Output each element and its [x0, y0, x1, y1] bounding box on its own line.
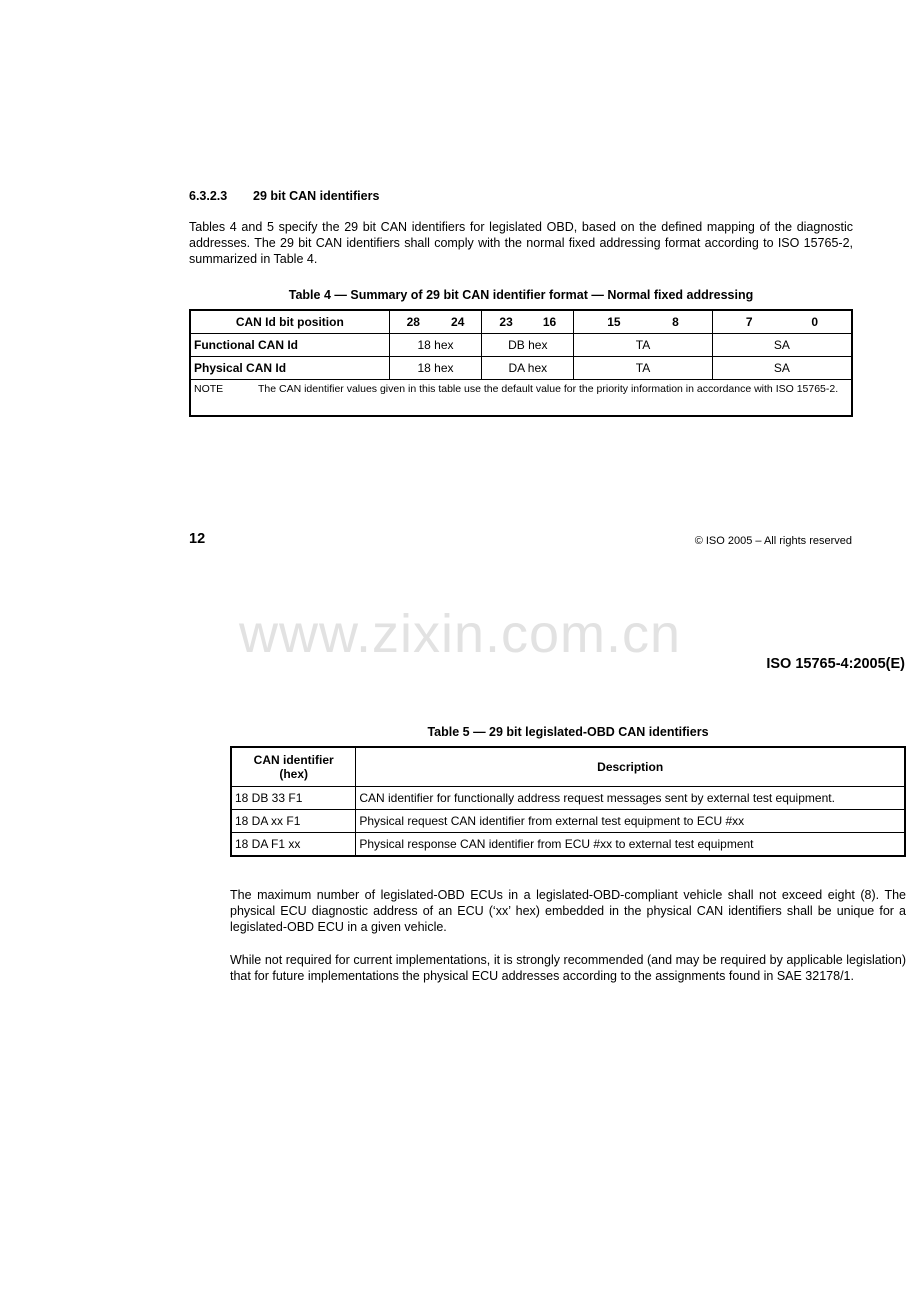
note-text: The CAN identifier values given in this table use the default value for the priority information in accordance with ISO 15765-2. [258, 383, 839, 395]
table4-bit-range [574, 310, 713, 334]
cell: DB hex [482, 334, 574, 357]
table4-header-row [190, 310, 852, 334]
cell: DA hex [482, 357, 574, 380]
watermark: www.zixin.com.cn [238, 604, 682, 664]
note-label: NOTE [194, 383, 224, 395]
cell: 18 hex [389, 357, 482, 380]
cell: TA [574, 357, 713, 380]
document-title: ISO 15765-4:2005(E) [766, 656, 905, 672]
table4 [189, 309, 853, 417]
can-id-cell: 18 DB 33 F1 [231, 787, 356, 810]
section-heading [189, 189, 379, 203]
description-cell: Physical request CAN identifier from external test equipment to ECU #xx [356, 810, 905, 833]
table4-bit-range [712, 310, 852, 334]
section-title: 29 bit CAN identifiers [253, 189, 380, 203]
cell: 18 hex [389, 334, 482, 357]
table4-header-label: CAN Id bit position [190, 310, 389, 334]
table5-col-id-header: CAN identifier (hex) [231, 747, 356, 787]
paragraph-recommendation: While not required for current implementations, it is strongly recommended (and may be required by applicable legislation) that for future implementations the physical ECU addresses according to the assignments found in SAE 32178/1. [230, 953, 906, 983]
table-row [231, 810, 905, 833]
can-id-cell: 18 DA xx F1 [231, 810, 356, 833]
table5-header-row [231, 747, 905, 787]
bit-end: 0 [811, 315, 818, 329]
table-row [231, 787, 905, 810]
table5 [230, 746, 906, 857]
bit-start: 23 [499, 315, 513, 329]
table4-bit-range [482, 310, 574, 334]
table-row [231, 833, 905, 857]
bit-end: 16 [542, 315, 557, 329]
section-number: 6.3.2.3 [189, 189, 228, 203]
table5-caption: Table 5 — 29 bit legislated-OBD CAN identifiers [427, 725, 709, 739]
bit-end: 24 [451, 315, 465, 329]
description-cell: CAN identifier for functionally address request messages sent by external test equipment. [356, 787, 905, 810]
cell: SA [712, 357, 852, 380]
table4-row [190, 334, 852, 357]
page-number: 12 [189, 531, 206, 547]
table4-note-row [190, 380, 852, 417]
bit-start: 28 [406, 315, 420, 329]
bit-end: 8 [672, 315, 679, 329]
bit-start: 15 [607, 315, 621, 329]
table4-bit-range [389, 310, 482, 334]
table4-row [190, 357, 852, 380]
bit-start: 7 [745, 315, 753, 329]
cell: TA [574, 334, 713, 357]
cell: SA [712, 334, 852, 357]
paragraph-max-ecus: The maximum number of legislated-OBD ECUs in a legislated-OBD-compliant vehicle shall not exceed eight (8). The physical ECU diagnostic address of an ECU (‘xx’ hex) embedded in the physical CAN identifiers shall be unique for a legislated-OBD ECU in a given vehicle. [230, 888, 906, 934]
intro-paragraph: Tables 4 and 5 specify the 29 bit CAN identifiers for legislated OBD, based on the defined mapping of the diagnostic addresses. The 29 bit CAN identifiers shall comply with the normal fixed addressing format according to ISO 15765-2, summarized in Table 4. [189, 220, 853, 266]
table4-caption: Table 4 — Summary of 29 bit CAN identifier format — Normal fixed addressing [288, 288, 754, 302]
copyright: © ISO 2005 – All rights reserved [694, 535, 852, 547]
row-label: Functional CAN Id [190, 334, 389, 357]
table4-note [190, 380, 852, 417]
row-label: Physical CAN Id [190, 357, 389, 380]
can-id-cell: 18 DA F1 xx [231, 833, 356, 857]
table5-col-desc-header: Description [356, 747, 905, 787]
description-cell: Physical response CAN identifier from ECU #xx to external test equipment [356, 833, 905, 857]
